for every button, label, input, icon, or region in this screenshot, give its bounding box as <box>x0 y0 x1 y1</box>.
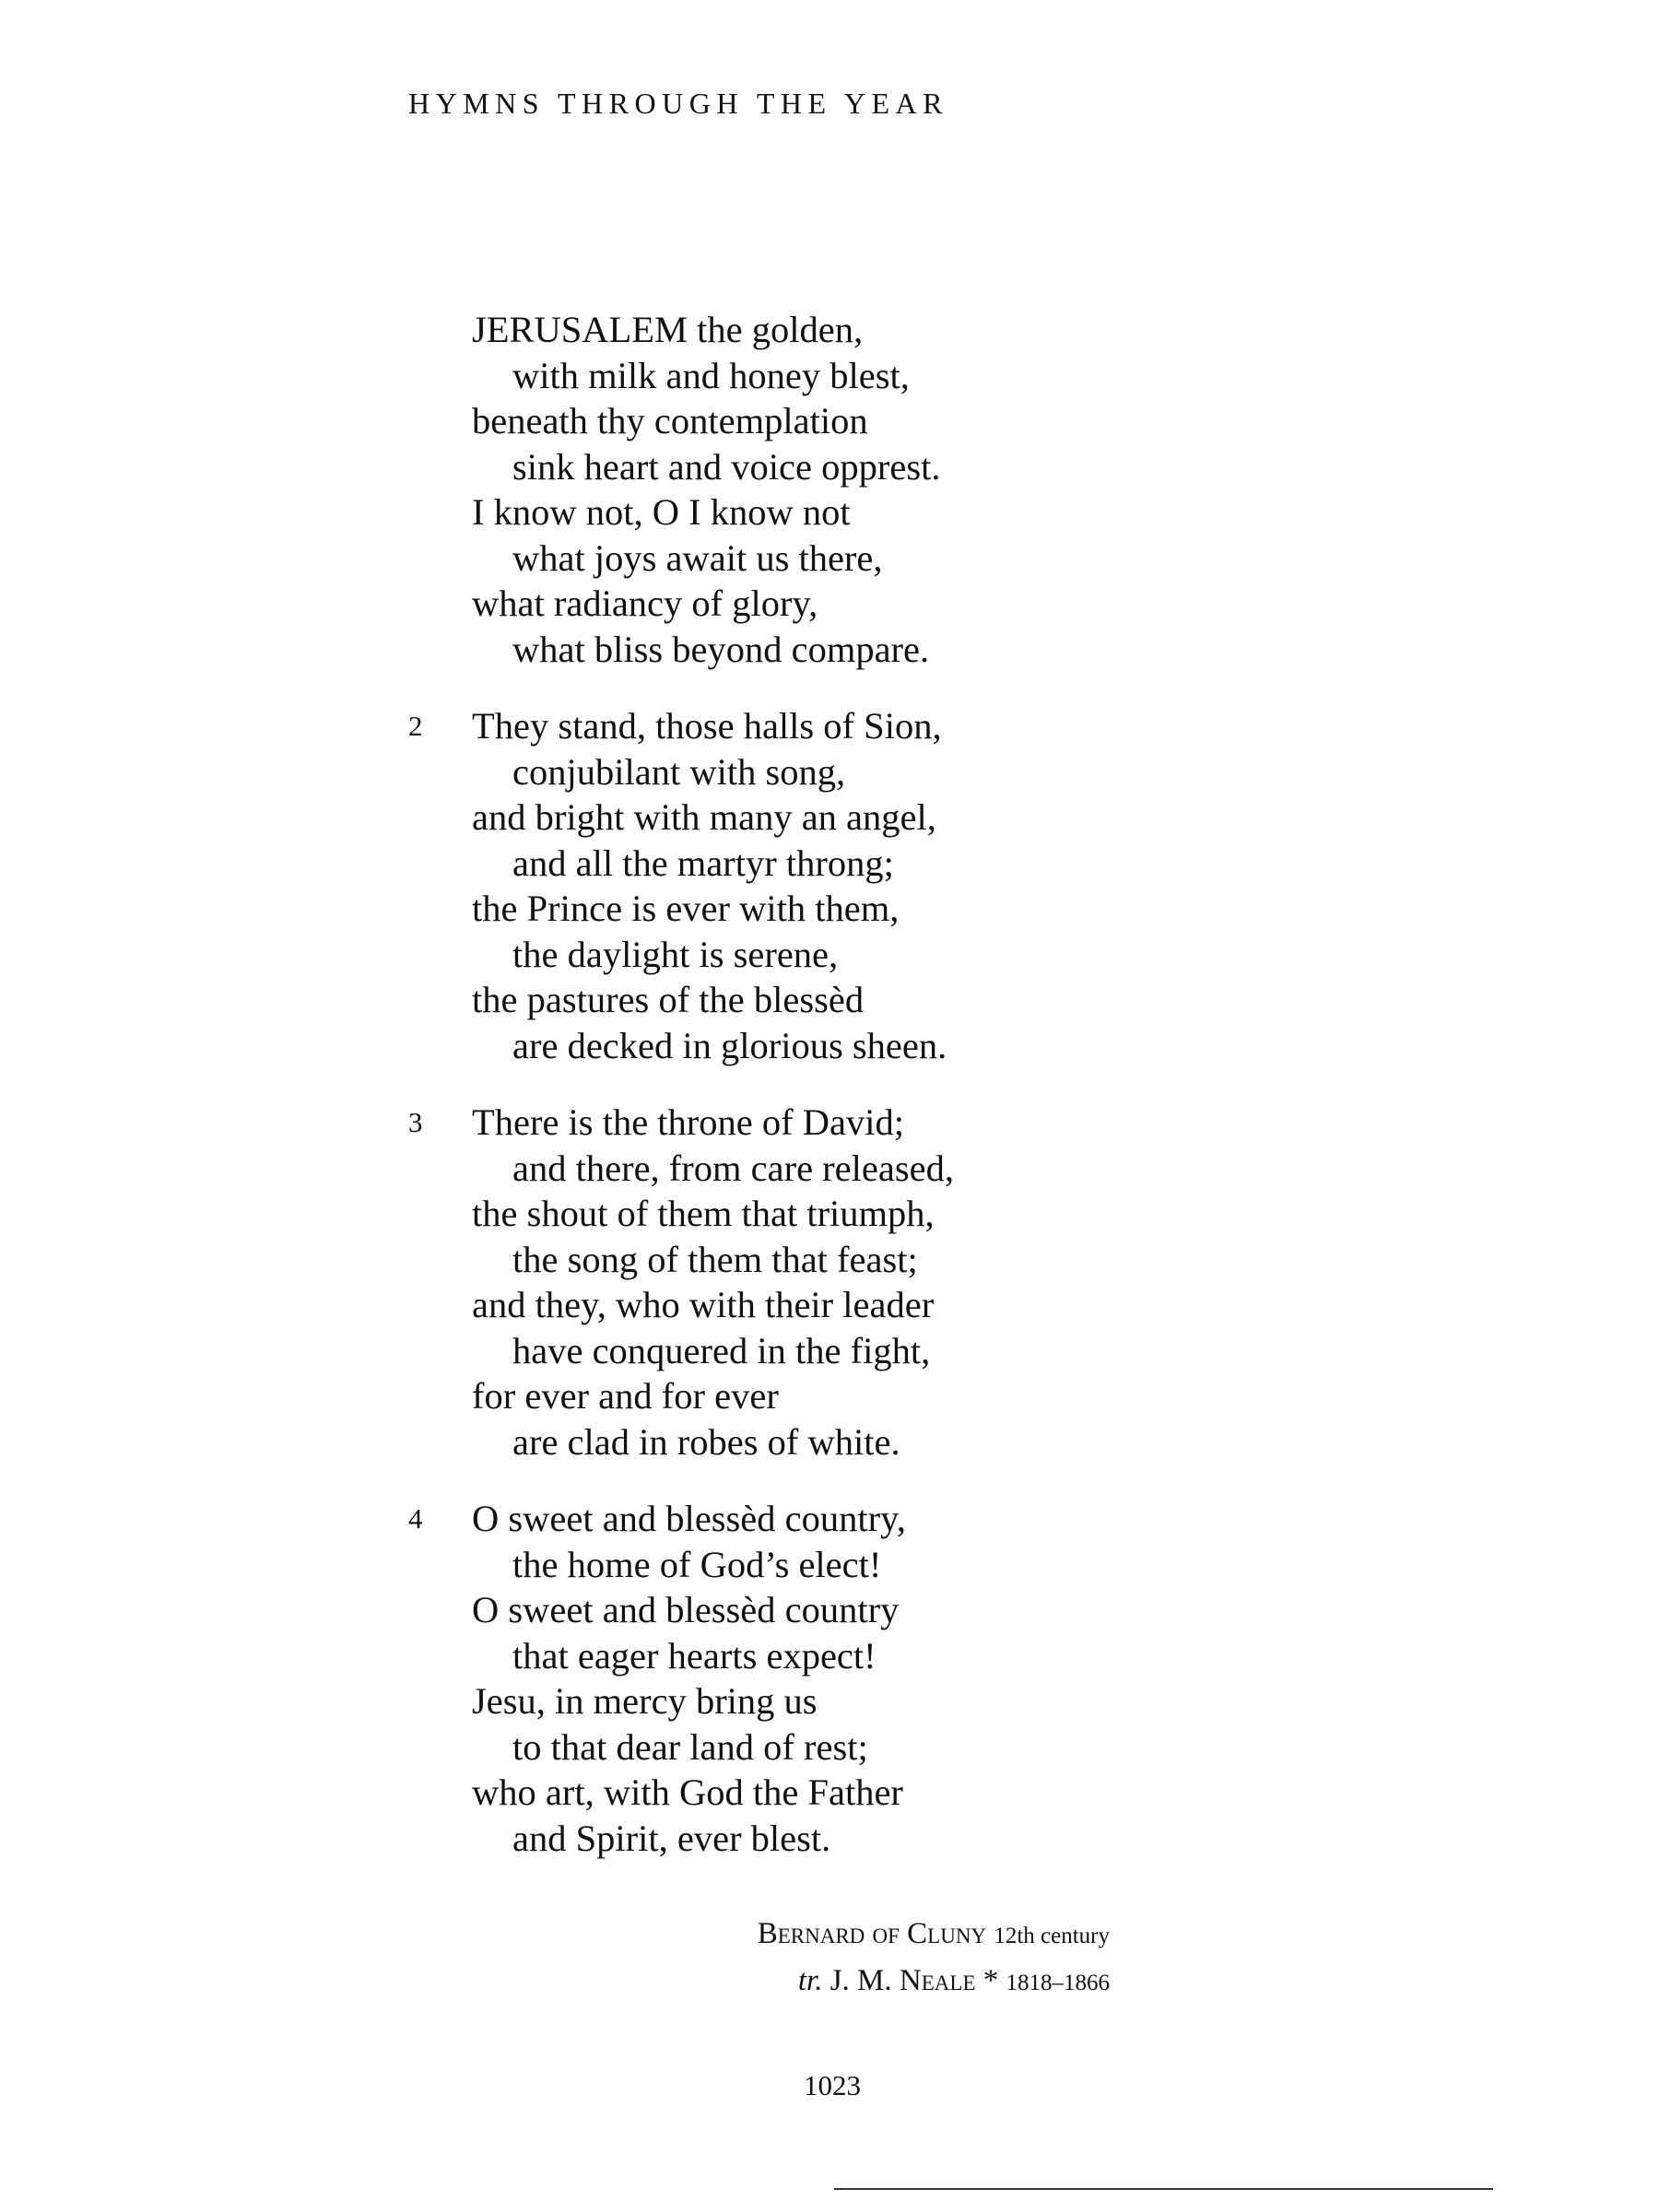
author-name: Bernard of Cluny <box>757 1917 987 1950</box>
hymn-text <box>0 307 1659 1892</box>
page-number: 1023 <box>804 2069 861 2101</box>
verse-line: the song of them that feast; <box>512 1238 918 1280</box>
verse-line: are clad in robes of white. <box>512 1420 900 1463</box>
verse-line: and there, from care released, <box>512 1147 954 1189</box>
verse-line: and all the martyr throng; <box>512 841 894 884</box>
verse-line: There is the throne of David; <box>472 1101 904 1143</box>
stanza-1 <box>0 307 1659 672</box>
verse-line: the pastures of the blessèd <box>472 979 865 1020</box>
stanza-number: 2 <box>408 710 423 742</box>
verse-line: O sweet and blessèd country, <box>472 1498 906 1539</box>
verse-line: what radiancy of glory, <box>472 582 818 624</box>
verse-line: beneath thy contemplation <box>472 400 868 441</box>
stanza-number: 4 <box>408 1502 423 1535</box>
translator-name: J. M. Neale <box>830 1964 976 1997</box>
verse-line: I know not, O I know not <box>472 491 851 533</box>
verse-line: that eager hearts expect! <box>512 1634 877 1677</box>
running-head: HYMNS THROUGH THE YEAR <box>408 87 948 120</box>
verse-line: and bright with many an angel, <box>472 796 936 838</box>
verse-line: with milk and honey blest, <box>512 354 910 396</box>
translator-mark: * <box>982 1964 999 1997</box>
translator-dates: 1818–1866 <box>1006 1971 1110 1995</box>
stanza-number: 3 <box>408 1106 423 1138</box>
verse-line: what joys await us there, <box>512 536 883 579</box>
stanza-3 <box>0 1100 1659 1465</box>
verse-line: the daylight is serene, <box>512 933 839 975</box>
author-date: 12th century <box>994 1924 1110 1948</box>
stanza-4 <box>0 1496 1659 1861</box>
translator-line <box>758 1959 1110 2006</box>
bottom-rule <box>834 2188 1493 2190</box>
verse-line: the home of God’s elect! <box>512 1543 882 1585</box>
verse-line: sink heart and voice opprest. <box>512 445 941 488</box>
verse-line: They stand, those halls of Sion, <box>472 705 942 747</box>
verse-line: and they, who with their leader <box>472 1284 935 1325</box>
verse-line: the shout of them that triumph, <box>472 1193 935 1234</box>
stanza-2 <box>0 703 1659 1068</box>
verse-line: who art, with God the Father <box>472 1771 903 1813</box>
verse-line: have conquered in the fight, <box>512 1329 931 1371</box>
attribution <box>758 1912 1110 2006</box>
verse-line: are decked in glorious sheen. <box>512 1024 947 1066</box>
verse-line: what bliss beyond compare. <box>512 628 930 670</box>
verse-line: to that dear land of rest; <box>512 1725 868 1768</box>
verse-line: and Spirit, ever blest. <box>512 1817 831 1859</box>
verse-line: conjubilant with song, <box>512 750 846 793</box>
verse-line: the Prince is ever with them, <box>472 888 900 929</box>
author-line <box>758 1912 1110 1959</box>
verse-line: Jesu, in mercy bring us <box>472 1680 818 1722</box>
verse-line: for ever and for ever <box>472 1375 779 1417</box>
verse-line: O sweet and blessèd country <box>472 1589 900 1630</box>
verse-line: JERUSALEM the golden, <box>472 309 864 350</box>
translator-prefix: tr. <box>797 1964 823 1997</box>
